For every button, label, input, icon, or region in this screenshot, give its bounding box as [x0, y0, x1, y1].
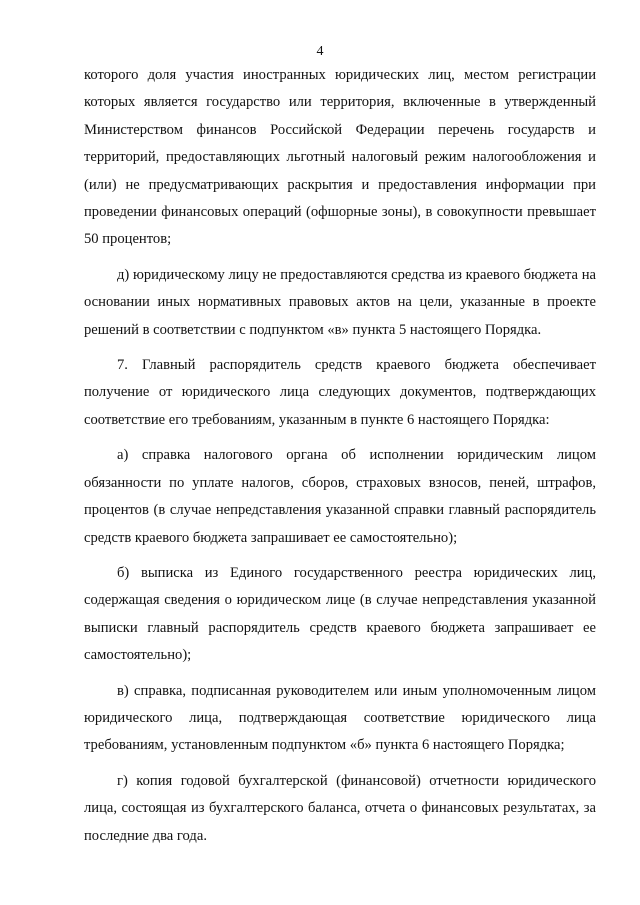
paragraph-clause-7: 7. Главный распорядитель средств краевого бюджета обеспечивает получение от юридического лица следующих документов, подтверждающих соответствие его требованиям, указанным в пункте 6 настоящего Порядка:: [84, 357, 596, 428]
paragraph-item-a: а) справка налогового органа об исполнении юридическим лицом обязанности по уплате налогов, сборов, страховых взносов, пеней, штрафов, процентов (в случае непредставления указанной справки главный распорядитель средств краевого бюджета запрашивает ее самостоятельно);: [84, 447, 596, 546]
paragraph-continuation: которого доля участия иностранных юридических лиц, местом регистрации которых является государство или территория, включенные в утвержденный Министерством финансов Российской Федерации перечень государств и территорий, предоставляющих льготный налоговый режим налогообложения и (или) не предусматривающих раскрытия и предоставления информации при проведении финансовых операций (офшорные зоны), в совокупности превышает 50 процентов;: [84, 67, 596, 248]
paragraph-item-d: д) юридическому лицу не предоставляются средства из краевого бюджета на основании иных нормативных правовых актов на цели, указанные в проекте решений в соответствии с подпунктом «в» пункта 5 настоящего Порядка.: [84, 266, 596, 338]
paragraph-item-b: б) выписка из Единого государственного реестра юридических лиц, содержащая сведения о юридическом лице (в случае непредставления указанной выписки главный распорядитель средств краевого бюджета запрашивает ее самостоятельно);: [84, 564, 596, 664]
document-body: [84, 62, 596, 858]
page-number: 4: [316, 44, 324, 59]
paragraph-item-g: г) копия годовой бухгалтерской (финансовой) отчетности юридического лица, состоящая из бухгалтерского баланса, отчета о финансовых результатах, за последние два года.: [84, 772, 596, 844]
paragraph-item-v: в) справка, подписанная руководителем или иным уполномоченным лицом юридического лица, подтверждающая соответствие юридического лица требованиям, установленным подпунктом «б» пункта 6 настоящего Порядка;: [84, 682, 596, 754]
